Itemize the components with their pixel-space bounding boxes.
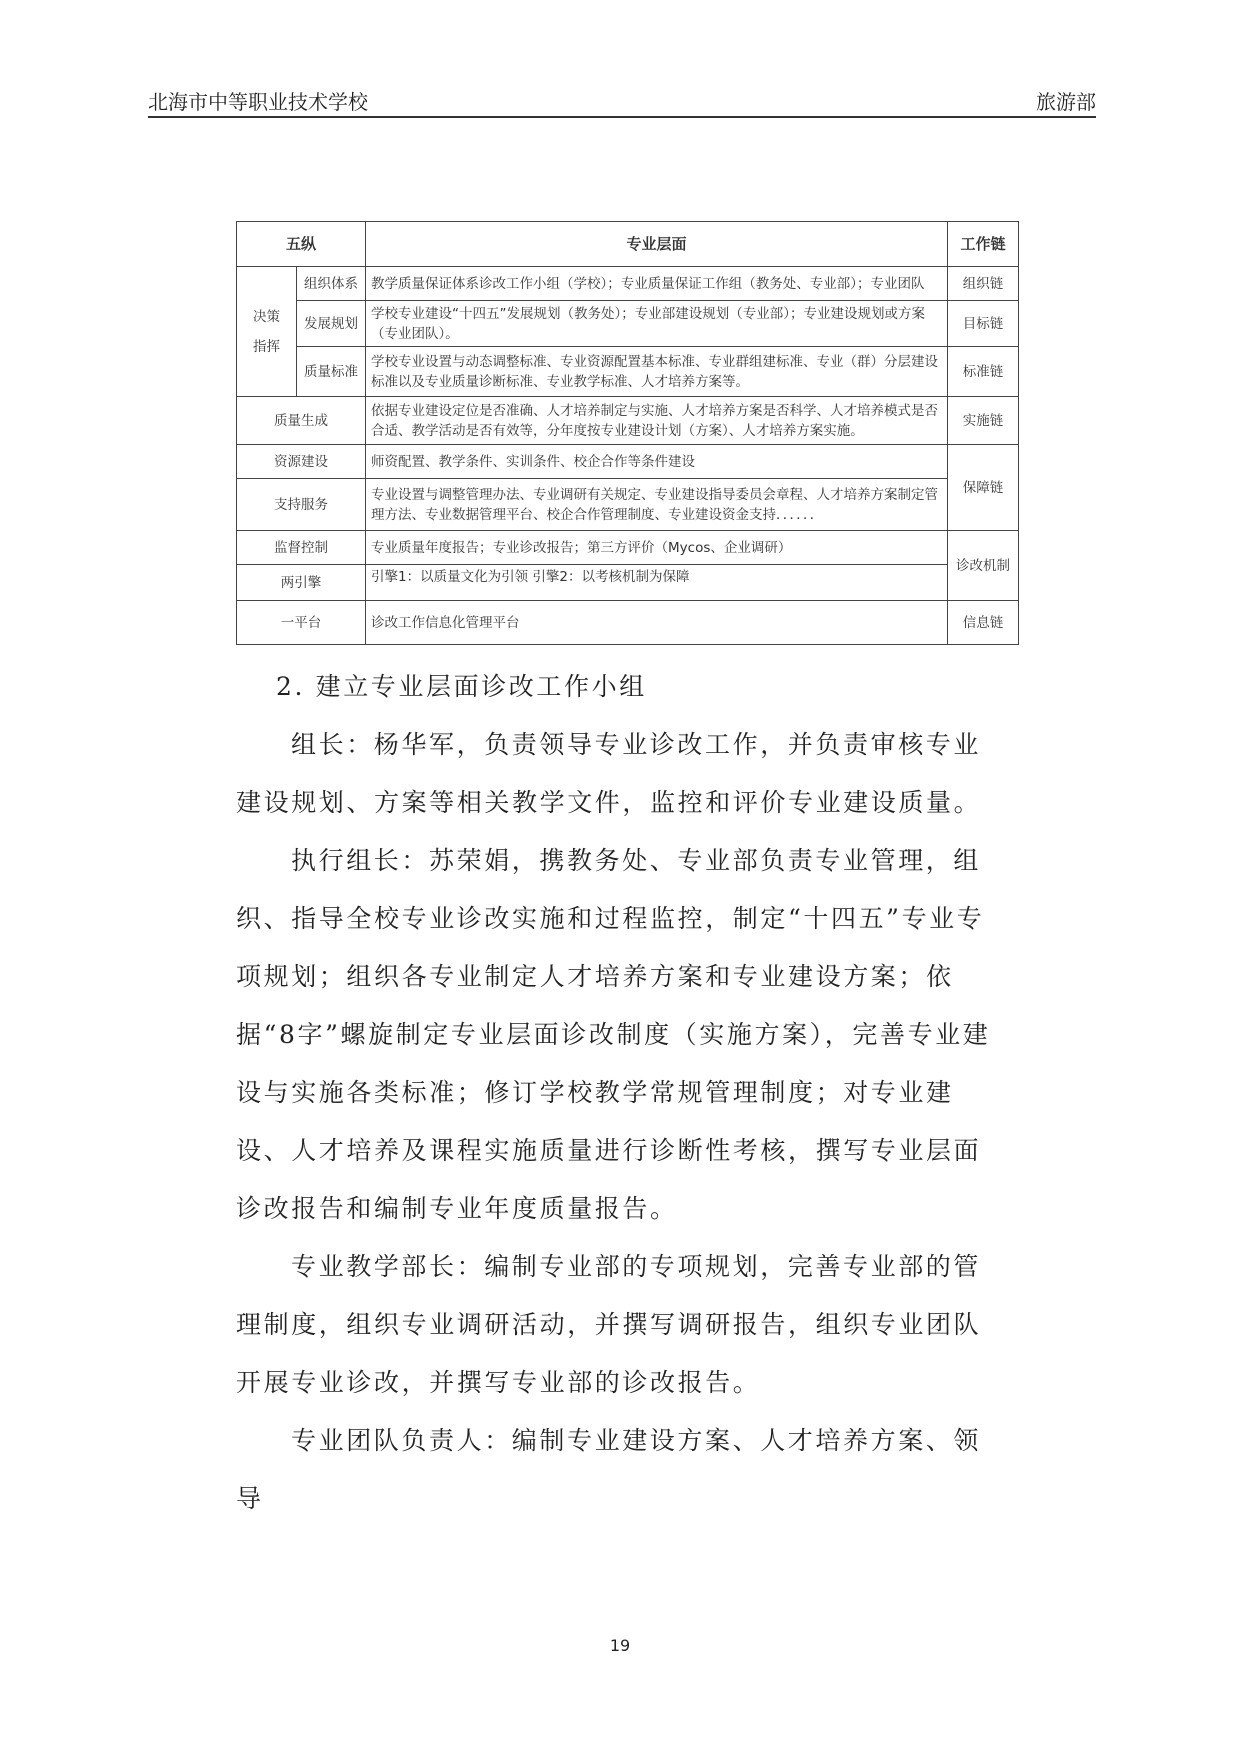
- row-label-platform: 一平台: [237, 601, 366, 645]
- chain-label: 保障链: [948, 445, 1019, 531]
- chain-label: 信息链: [948, 601, 1019, 645]
- body-text: [236, 658, 998, 1528]
- cell-content: 依据专业建设定位是否准确、人才培养制定与实施、人才培养方案是否科学、人才培养模式是否合适、教学活动是否有效等，分年度按专业建设计划（方案）、人才培养方案实施。: [366, 397, 948, 445]
- row-label-resource: 资源建设: [237, 445, 366, 479]
- page-header: [148, 86, 1096, 118]
- chain-label: 实施链: [948, 397, 1019, 445]
- decision-command-label: 决策 指挥: [237, 267, 297, 397]
- school-name: 北海市中等职业技术学校: [148, 90, 368, 114]
- page-number: 19: [609, 1636, 631, 1655]
- department-name: 旅游部: [1036, 90, 1096, 114]
- cell-content: 师资配置、教学条件、实训条件、校企合作等条件建设: [366, 445, 948, 479]
- chain-label: 标准链: [948, 347, 1019, 397]
- chain-label: 目标链: [948, 301, 1019, 347]
- cell-content: 引擎1：以质量文化为引领 引擎2：以考核机制为保障: [366, 565, 948, 601]
- paragraph: 专业团队负责人：编制专业建设方案、人才培养方案、领导: [236, 1426, 982, 1513]
- paragraph: 专业教学部长：编制专业部的专项规划，完善专业部的管理制度，组织专业调研活动，并撰写调研报告，组织专业团队开展专业诊改，并撰写专业部的诊改报告。: [236, 1252, 982, 1397]
- row-label-monitor: 监督控制: [237, 531, 366, 565]
- row-label-engines: 两引擎: [237, 565, 366, 601]
- table-row: [237, 347, 1019, 397]
- row-label-support: 支持服务: [237, 479, 366, 531]
- col-header-work-chain: 工作链: [948, 222, 1019, 267]
- table-row: [237, 301, 1019, 347]
- paragraph: 组长：杨华军，负责领导专业诊改工作，并负责审核专业建设规划、方案等相关教学文件，监控和评价专业建设质量。: [236, 730, 982, 817]
- paragraph: 执行组长：苏荣娟，携教务处、专业部负责专业管理，组织、指导全校专业诊改实施和过程监控，制定“十四五”专业专项规划；组织各专业制定人才培养方案和专业建设方案；依据“8字”螺旋制定专业层面诊改制度（实施方案），完善专业建设与实施各类标准；修订学校教学常规管理制度；对专业建设、人才培养及课程实施质量进行诊断性考核，撰写专业层面诊改报告和编制专业年度质量报告。: [236, 846, 991, 1223]
- cell-content: 学校专业建设“十四五”发展规划（教务处）；专业部建设规划（专业部）；专业建设规划或方案（专业团队）。: [366, 301, 948, 347]
- table-header-row: [237, 222, 1019, 267]
- sub-label-organization: 组织体系: [297, 267, 366, 301]
- sub-label-standards: 质量标准: [297, 347, 366, 397]
- cell-content: 诊改工作信息化管理平台: [366, 601, 948, 645]
- col-header-five-vertical: 五纵: [237, 222, 366, 267]
- col-header-professional-level: 专业层面: [366, 222, 948, 267]
- table-row: [237, 397, 1019, 445]
- table-row: [237, 479, 1019, 531]
- chain-label: 组织链: [948, 267, 1019, 301]
- table-row: [237, 565, 1019, 601]
- table-row: [237, 267, 1019, 301]
- section-heading: 2. 建立专业层面诊改工作小组: [276, 672, 647, 701]
- cell-content: 专业质量年度报告；专业诊改报告；第三方评价（Mycos、企业调研）: [366, 531, 948, 565]
- table-row: [237, 601, 1019, 645]
- chain-label: 诊改机制: [948, 531, 1019, 601]
- cell-content: 专业设置与调整管理办法、专业调研有关规定、专业建设指导委员会章程、人才培养方案制定管理方法、专业数据管理平台、校企合作管理制度、专业建设资金支持．．．．．．: [366, 479, 948, 531]
- cell-content: 学校专业设置与动态调整标准、专业资源配置基本标准、专业群组建标准、专业（群）分层建设标准以及专业质量诊断标准、专业教学标准、人才培养方案等。: [366, 347, 948, 397]
- cell-content: 教学质量保证体系诊改工作小组（学校）；专业质量保证工作组（教务处、专业部）；专业团队: [366, 267, 948, 301]
- table-row: [237, 531, 1019, 565]
- sub-label-development: 发展规划: [297, 301, 366, 347]
- quality-framework-table: [236, 221, 1019, 645]
- table-row: [237, 445, 1019, 479]
- row-label-quality: 质量生成: [237, 397, 366, 445]
